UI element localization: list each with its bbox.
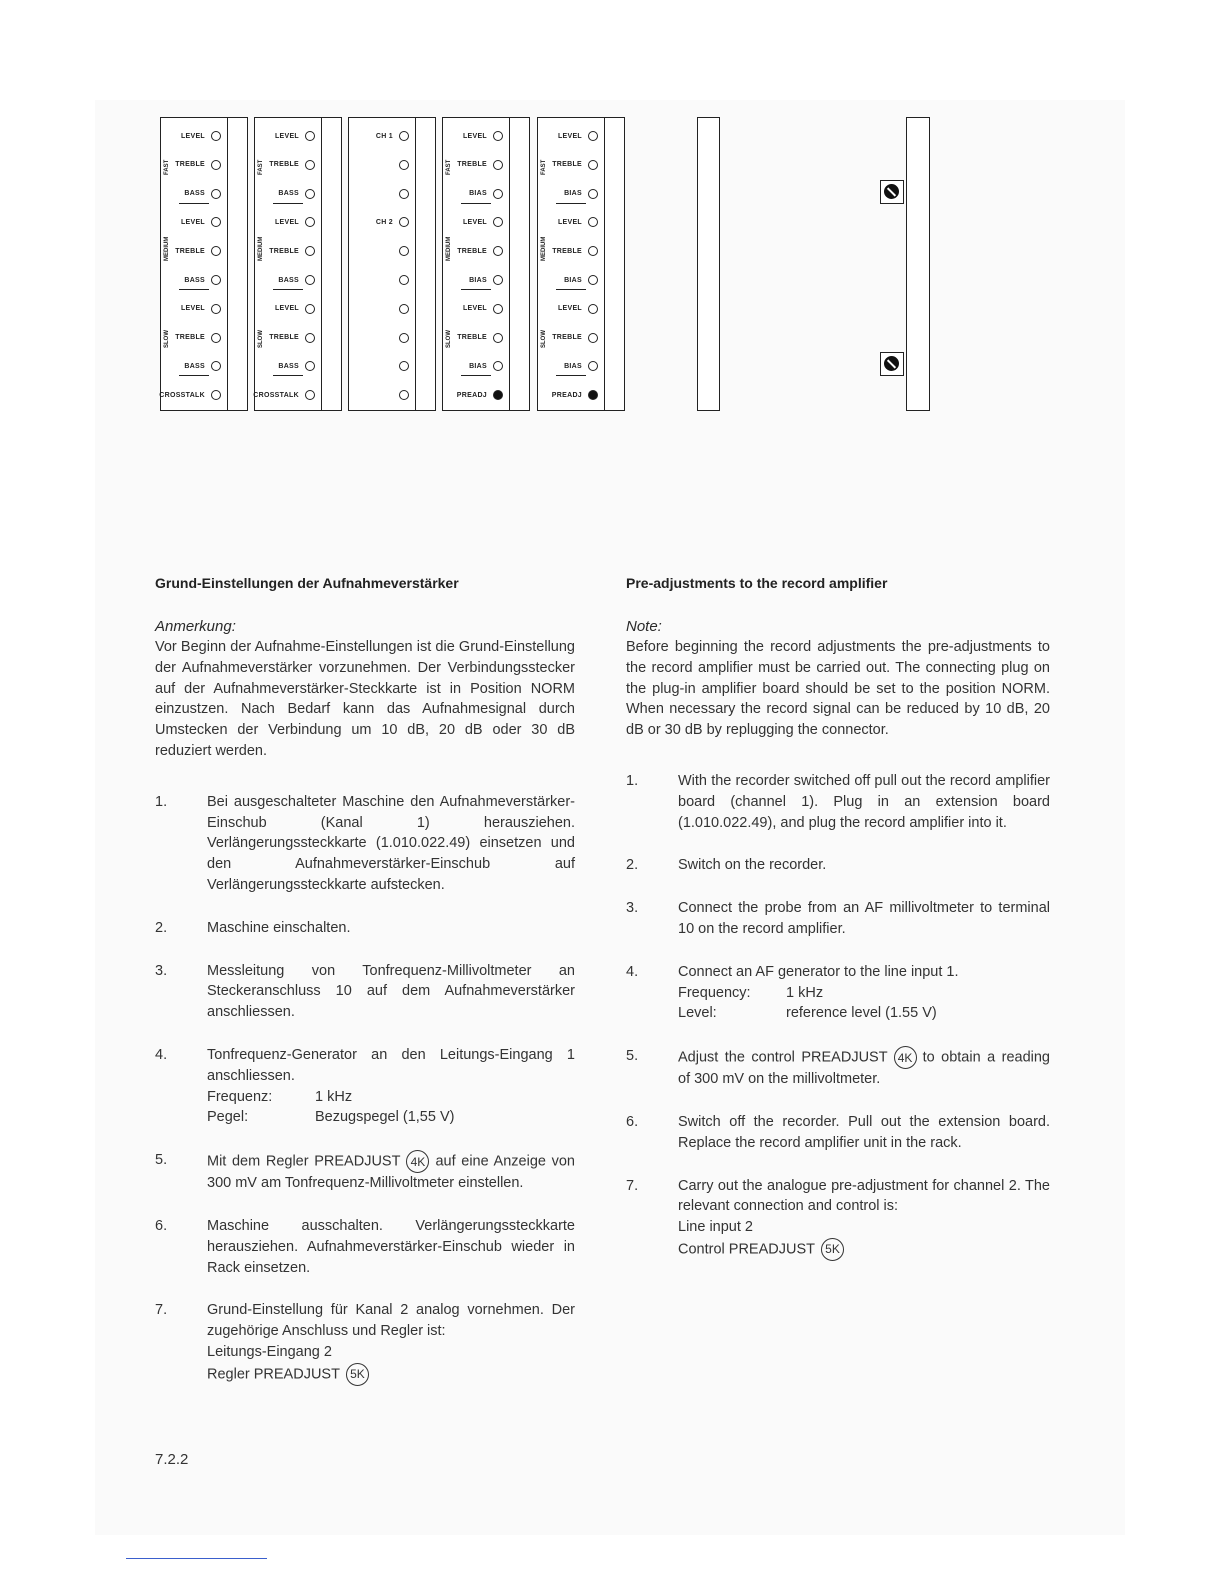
control-row <box>255 129 315 143</box>
knob-icon <box>399 304 409 314</box>
speed-group-label: MEDIUM <box>446 236 452 262</box>
control-row <box>538 302 598 316</box>
group-divider <box>556 289 586 290</box>
group-divider <box>273 203 303 204</box>
control-label: BIAS <box>564 276 582 284</box>
control-row <box>349 273 409 287</box>
speed-group-label: FAST <box>258 159 264 175</box>
speed-group-label: SLOW <box>446 329 452 348</box>
control-label: LEVEL <box>462 132 487 140</box>
control-row <box>349 302 409 316</box>
control-label: BASS <box>278 276 299 284</box>
control-row <box>443 273 503 287</box>
control-label: TREBLE <box>175 247 205 255</box>
control-label: CH 1 <box>375 132 393 140</box>
control-label: TREBLE <box>457 334 487 342</box>
knob-icon <box>493 333 503 343</box>
control-label: LEVEL <box>557 218 582 226</box>
control-label: LEVEL <box>557 132 582 140</box>
knob-icon <box>588 160 598 170</box>
control-row <box>161 244 221 258</box>
group-divider <box>179 289 209 290</box>
control-row <box>443 388 503 402</box>
knob-icon <box>305 390 315 400</box>
control-row <box>349 359 409 373</box>
group-divider <box>273 289 303 290</box>
control-row <box>443 158 503 175</box>
control-label: LEVEL <box>274 305 299 313</box>
control-label: BIAS <box>469 190 487 198</box>
control-label: LEVEL <box>274 218 299 226</box>
step: 3. Messleitung von Tonfrequenz-Millivoltmeter an Steckeranschluss 10 auf dem Aufnahmeverstärker anschliessen. <box>155 962 575 1021</box>
knob-icon <box>305 361 315 371</box>
english-steps <box>626 771 1050 1261</box>
knob-icon <box>493 275 503 285</box>
knob-icon <box>305 131 315 141</box>
control-label: TREBLE <box>457 161 487 169</box>
control-marker: 5K <box>821 1238 844 1261</box>
control-label: TREBLE <box>269 247 299 255</box>
control-row <box>349 388 409 402</box>
knob-icon <box>493 361 503 371</box>
module-handle <box>604 118 624 410</box>
module-handle <box>321 118 341 410</box>
step: 2. Switch on the recorder. <box>626 857 827 874</box>
control-label: CROSSTALK <box>253 391 299 399</box>
control-row <box>443 302 503 316</box>
control-label: BIAS <box>564 190 582 198</box>
module-panel <box>537 117 625 411</box>
screw-icon <box>880 352 904 376</box>
german-column <box>155 575 575 1386</box>
step: 4. Tonfrequenz-Generator an den Leitungs-Eingang 1 anschliessen. Frequenz: 1 kHz Pegel: Bezugspegel (1,55 V) <box>155 1046 575 1126</box>
step: 1. Bei ausgeschalteter Maschine den Aufnahmeverstärker-Einschub (Kanal 1) herausziehen. Verlängerungssteckkarte (1.010.022.49) einsetzen und den Aufnahmeverstärker-Einschub auf Verlängerungssteckkarte aufstecken. <box>155 793 575 893</box>
group-divider <box>556 203 586 204</box>
group-divider <box>179 203 209 204</box>
control-row <box>161 331 221 345</box>
knob-icon <box>211 304 221 314</box>
control-label: BIAS <box>564 362 582 370</box>
step: 4. Connect an AF generator to the line input 1. Frequency: 1 kHz Level: reference level (1.55 V) <box>626 963 959 1022</box>
control-row <box>538 388 598 402</box>
control-row <box>443 359 503 373</box>
group-divider <box>556 375 586 376</box>
module-panel <box>442 117 530 411</box>
control-row <box>349 244 409 258</box>
english-note-title: Note: <box>626 618 662 635</box>
group-divider <box>461 203 491 204</box>
step: 7. Carry out the analogue pre-adjustment for channel 2. The relevant connection and control is: Line input 2 Control PREADJUST 5K <box>626 1176 1050 1261</box>
control-label: BIAS <box>469 362 487 370</box>
knob-icon <box>211 217 221 227</box>
knob-icon <box>399 390 409 400</box>
knob-icon <box>399 160 409 170</box>
knob-icon <box>211 390 221 400</box>
english-heading: Pre-adjustments to the record amplifier <box>626 575 888 591</box>
control-row <box>255 273 315 287</box>
control-label: LEVEL <box>180 218 205 226</box>
page-number: 7.2.2 <box>155 1451 189 1468</box>
speed-group-label: SLOW <box>164 329 170 348</box>
control-label: PREADJ <box>551 391 582 399</box>
control-label: TREBLE <box>552 247 582 255</box>
control-label: TREBLE <box>457 247 487 255</box>
speed-group-label: FAST <box>164 159 170 175</box>
knob-icon <box>399 333 409 343</box>
knob-icon <box>588 275 598 285</box>
knob-icon <box>493 390 503 400</box>
control-marker: 4K <box>894 1046 917 1069</box>
control-row <box>255 302 315 316</box>
control-row <box>255 215 315 229</box>
german-heading: Grund-Einstellungen der Aufnahmeverstärker <box>155 575 459 591</box>
control-row <box>255 388 315 402</box>
control-row <box>349 331 409 345</box>
english-column <box>626 575 1050 1261</box>
knob-icon <box>588 246 598 256</box>
knob-icon <box>588 217 598 227</box>
control-row <box>443 215 503 229</box>
step: 6. Maschine ausschalten. Verlängerungssteckkarte herausziehen. Aufnahmeverstärker-Einschub wieder in Rack einsetzen. <box>155 1217 575 1276</box>
control-row <box>255 244 315 258</box>
bottom-rule <box>126 1558 267 1559</box>
control-row <box>255 359 315 373</box>
control-row <box>538 158 598 175</box>
step: 5. Adjust the control PREADJUST 4K to obtain a reading of 300 mV on the millivoltmeter. <box>626 1048 1050 1088</box>
control-label: LEVEL <box>180 305 205 313</box>
control-row <box>443 187 503 201</box>
control-row <box>538 215 598 229</box>
control-label: BASS <box>184 276 205 284</box>
knob-icon <box>399 361 409 371</box>
knob-icon <box>305 304 315 314</box>
knob-icon <box>588 304 598 314</box>
knob-icon <box>399 246 409 256</box>
knob-icon <box>305 246 315 256</box>
knob-icon <box>399 189 409 199</box>
step: 6. Switch off the recorder. Pull out the extension board. Replace the record amplifier unit in the rack. <box>626 1113 1050 1151</box>
group-divider <box>461 375 491 376</box>
module-panel <box>254 117 342 411</box>
control-row <box>349 158 409 172</box>
knob-icon <box>305 189 315 199</box>
knob-icon <box>211 189 221 199</box>
rack-slot-right <box>906 117 930 411</box>
control-row <box>538 187 598 201</box>
knob-icon <box>305 275 315 285</box>
control-row <box>161 388 221 402</box>
step: 3. Connect the probe from an AF millivoltmeter to terminal 10 on the record amplifier. <box>626 900 1050 937</box>
control-row <box>538 359 598 373</box>
control-marker: 4K <box>406 1150 429 1173</box>
control-marker: 5K <box>346 1363 369 1386</box>
rack-slot-left <box>697 117 720 411</box>
speed-group-label: FAST <box>541 159 547 175</box>
module-handle <box>415 118 435 410</box>
control-label: CH 2 <box>375 218 393 226</box>
control-label: BASS <box>184 190 205 198</box>
german-note: Vor Beginn der Aufnahme-Einstellungen ist die Grund-Einstellung der Aufnahmeverstärker vorzunehmen. Der Verbindungsstecker auf der Aufnahmeverstärker-Steckkarte ist in Position NORM einzustzen. Nach Bedarf kann das Aufnahmesignal durch Umstecken der Verbindung um 10 dB, 20 dB oder 30 dB reduziert werden. <box>155 639 575 759</box>
control-label: LEVEL <box>462 218 487 226</box>
control-label: LEVEL <box>557 305 582 313</box>
control-row <box>161 215 221 229</box>
control-row <box>443 244 503 258</box>
speed-group-label: FAST <box>446 159 452 175</box>
knob-icon <box>588 390 598 400</box>
control-row <box>538 129 598 143</box>
speed-group-label: MEDIUM <box>258 236 264 262</box>
knob-icon <box>588 333 598 343</box>
control-row <box>255 187 315 201</box>
knob-icon <box>211 246 221 256</box>
knob-icon <box>588 189 598 199</box>
control-row <box>443 331 503 345</box>
control-label: CROSSTALK <box>159 391 205 399</box>
control-label: TREBLE <box>552 334 582 342</box>
knob-icon <box>493 131 503 141</box>
control-label: TREBLE <box>175 334 205 342</box>
speed-group-label: MEDIUM <box>541 236 547 262</box>
knob-icon <box>399 275 409 285</box>
control-row <box>538 244 598 258</box>
control-row <box>538 331 598 345</box>
speed-group-label: SLOW <box>258 329 264 348</box>
control-label: TREBLE <box>269 161 299 169</box>
control-row <box>349 215 409 229</box>
control-label: TREBLE <box>269 334 299 342</box>
knob-icon <box>211 361 221 371</box>
control-row <box>538 273 598 287</box>
knob-icon <box>493 217 503 227</box>
control-row <box>349 187 409 201</box>
knob-icon <box>493 304 503 314</box>
control-row <box>255 331 315 345</box>
control-row <box>161 187 221 201</box>
group-divider <box>273 375 303 376</box>
screw-icon <box>880 180 904 204</box>
module-panel <box>160 117 248 411</box>
speed-group-label: SLOW <box>541 329 547 348</box>
german-note-title: Anmerkung: <box>155 618 236 635</box>
german-steps <box>155 792 575 1386</box>
knob-icon <box>211 275 221 285</box>
control-label: PREADJ <box>456 391 487 399</box>
group-divider <box>461 289 491 290</box>
knob-icon <box>399 217 409 227</box>
control-label: BASS <box>184 362 205 370</box>
knob-icon <box>493 189 503 199</box>
knob-icon <box>588 361 598 371</box>
control-row <box>161 302 221 316</box>
knob-icon <box>305 217 315 227</box>
step: 5. Mit dem Regler PREADJUST 4K auf eine Anzeige von 300 mV am Tonfrequenz-Millivoltmeter einstellen. <box>155 1152 575 1192</box>
module-handle <box>509 118 529 410</box>
knob-icon <box>493 246 503 256</box>
knob-icon <box>305 333 315 343</box>
step: 1. With the recorder switched off pull out the record amplifier board (channel 1). Plug in an extension board (1.010.022.49), and plug the record amplifier into it. <box>626 772 1050 831</box>
control-row <box>255 158 315 175</box>
knob-icon <box>399 131 409 141</box>
knob-icon <box>211 131 221 141</box>
control-row <box>443 129 503 143</box>
knob-icon <box>305 160 315 170</box>
control-label: BASS <box>278 362 299 370</box>
control-label: LEVEL <box>180 132 205 140</box>
step: 7. Grund-Einstellung für Kanal 2 analog vornehmen. Der zugehörige Anschluss und Regler ist: Leitungs-Eingang 2 Regler PREADJUST 5K <box>155 1300 575 1385</box>
control-label: LEVEL <box>462 305 487 313</box>
module-handle <box>227 118 247 410</box>
control-label: TREBLE <box>175 161 205 169</box>
control-label: TREBLE <box>552 161 582 169</box>
control-row <box>161 359 221 373</box>
step: 2. Maschine einschalten. <box>155 919 351 936</box>
control-row <box>161 129 221 143</box>
control-label: BIAS <box>469 276 487 284</box>
speed-group-label: MEDIUM <box>164 236 170 262</box>
module-panel <box>348 117 436 411</box>
control-row <box>349 129 409 143</box>
control-row <box>161 158 221 175</box>
knob-icon <box>493 160 503 170</box>
control-label: BASS <box>278 190 299 198</box>
knob-icon <box>588 131 598 141</box>
knob-icon <box>211 333 221 343</box>
control-row <box>161 273 221 287</box>
group-divider <box>179 375 209 376</box>
control-label: LEVEL <box>274 132 299 140</box>
knob-icon <box>211 160 221 170</box>
english-note: Before beginning the record adjustments the pre-adjustments to the record amplifier must be carried out. The connecting plug on the plug-in amplifier board should be set to the position NORM. When necessary the record signal can be reduced by 10 dB, 20 dB or 30 dB by replugging the connector. <box>626 639 1050 739</box>
